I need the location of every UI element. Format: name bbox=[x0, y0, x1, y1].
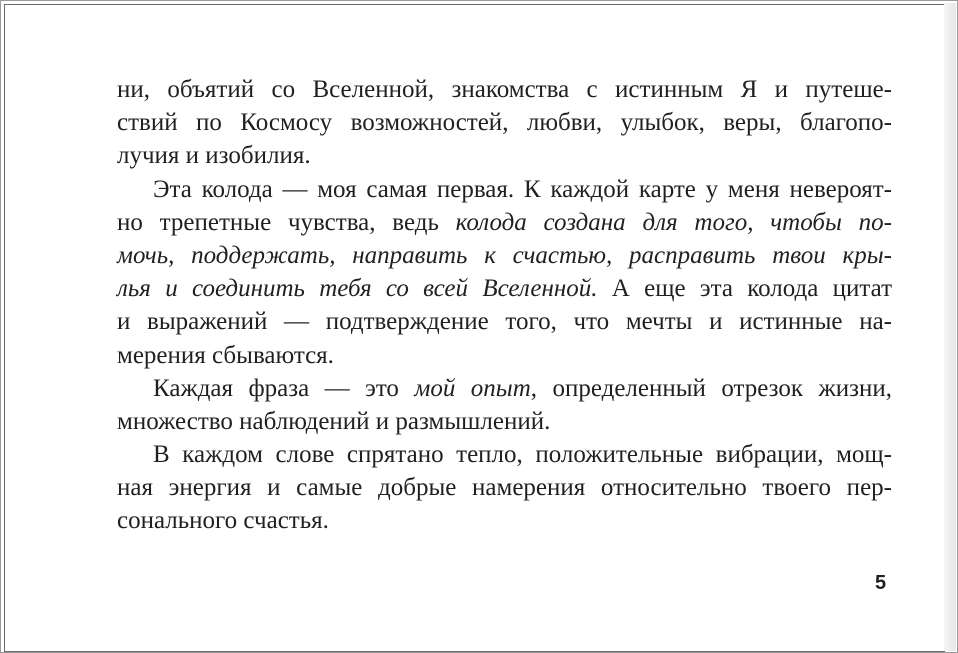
page-edge-shadow bbox=[944, 3, 956, 651]
text-line bbox=[117, 471, 892, 504]
text-line bbox=[117, 305, 892, 338]
italic-text: лья и соединить тебя со всей Вселенной. bbox=[117, 275, 598, 303]
text-line bbox=[117, 173, 892, 206]
text-segment: Эта колода — моя самая первая. К каждой карте у меня невероят- bbox=[153, 175, 892, 203]
text-line bbox=[117, 272, 892, 305]
text-line bbox=[117, 504, 892, 537]
text-segment: и выражений — подтверждение того, что мечты и истинные на- bbox=[117, 308, 892, 336]
text-segment: А еще эта колода цитат bbox=[597, 275, 892, 303]
text-line bbox=[117, 206, 892, 239]
text-line bbox=[117, 106, 892, 139]
paragraph bbox=[117, 372, 892, 438]
text-segment: мерения сбываются. bbox=[117, 341, 334, 369]
text-segment: лучия и изобилия. bbox=[117, 142, 311, 170]
text-segment: ная энергия и самые добрые намерения относительно твоего пер- bbox=[117, 474, 892, 502]
text-line bbox=[117, 438, 892, 471]
italic-text: мочь, поддержать, направить к счастью, расправить твои кры- bbox=[117, 241, 892, 269]
text-segment: Каждая фраза — это bbox=[153, 374, 415, 402]
text-line bbox=[117, 239, 892, 272]
text-line bbox=[117, 339, 892, 372]
text-segment: сонального счастья. bbox=[117, 507, 329, 535]
text-line bbox=[117, 405, 892, 438]
text-line bbox=[117, 372, 892, 405]
text-line bbox=[117, 73, 892, 106]
paragraph bbox=[117, 73, 892, 173]
italic-text: колода создана для того, чтобы по- bbox=[455, 208, 892, 236]
book-page bbox=[4, 4, 945, 652]
text-segment: ствий по Космосу возможностей, любви, улыбок, веры, благопо- bbox=[117, 109, 892, 137]
text-line bbox=[117, 139, 892, 172]
page-body-text bbox=[117, 73, 892, 538]
page-number: 5 bbox=[875, 572, 887, 594]
text-segment: ни, объятий со Вселенной, знакомства с истинным Я и путеше- bbox=[117, 76, 892, 103]
italic-text: мой опыт bbox=[414, 374, 531, 402]
text-segment: , определенный отрезок жизни, bbox=[530, 374, 893, 402]
text-segment: множество наблюдений и размышлений. bbox=[117, 407, 551, 435]
paragraph bbox=[117, 438, 892, 538]
paragraph bbox=[117, 173, 892, 372]
text-segment: В каждом слове спрятано тепло, положительные вибрации, мощ- bbox=[153, 441, 892, 469]
text-segment: но трепетные чувства, ведь bbox=[117, 208, 456, 236]
